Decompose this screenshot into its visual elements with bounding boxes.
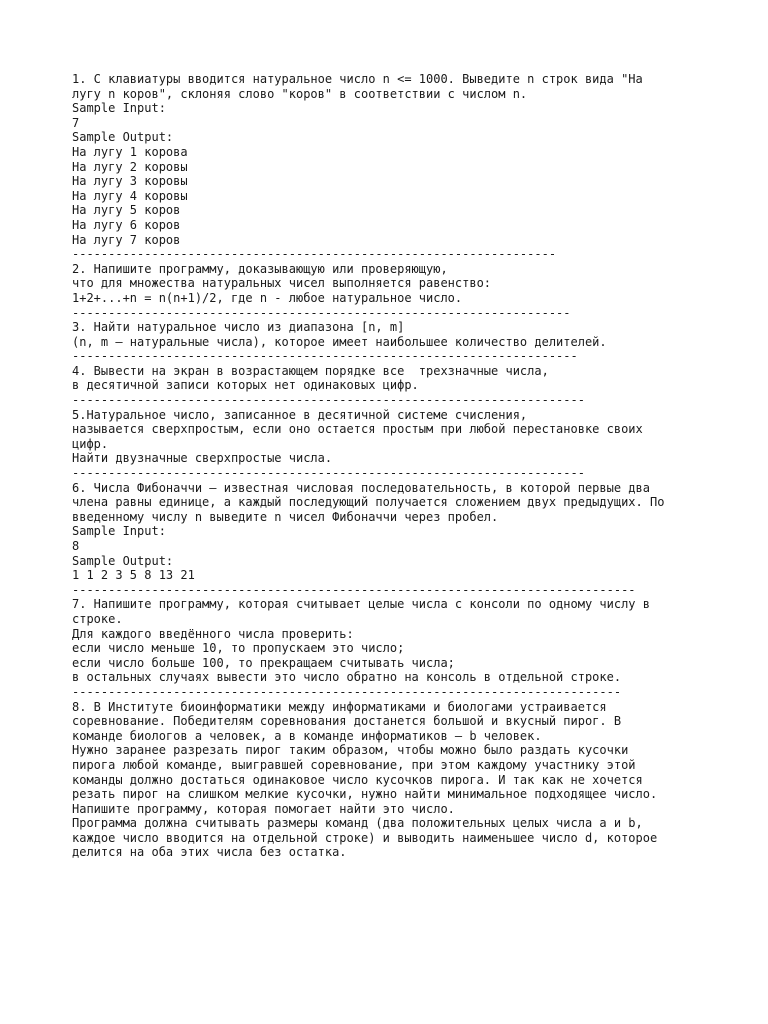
text-line: 4. Вывести на экран в возрастающем порядке все трехзначные числа, [72,363,549,378]
text-line: команды должно достаться одинаковое число кусочков пирога. И так как не хочется [72,772,643,787]
text-line: цифр. [72,436,109,451]
text-line: На лугу 3 коровы [72,174,188,189]
text-line: На лугу 2 коровы [72,159,188,174]
text-line: 1+2+...+n = n(n+1)/2, где n - любое натуральное число. [72,290,463,305]
separator-line: ----------------------------------------------------------------------- [72,466,585,481]
text-line: Нужно заранее разрезать пирог таким образом, чтобы можно было раздать кусочки [72,743,629,758]
text-line: соревнование. Победителям соревнования достанется большой и вкусный пирог. В [72,714,622,729]
text-line: если число меньше 10, то пропускаем это число; [72,641,405,656]
text-line: делится на оба этих числа без остатка. [72,845,347,860]
separator-line: ---------------------------------------------------------------------------- [72,684,622,699]
text-line: 8. В Институте биоинформатики между информатиками и биологами устраивается [72,699,607,714]
text-line: строке. [72,611,123,626]
text-line: Sample Input: [72,101,166,116]
text-line: (n, m – натуральные числа), которое имеет наибольшее количество делителей. [72,334,607,349]
text-line: каждое число вводится на отдельной строке) и выводить наименьшее число d, которое [72,830,658,845]
text-line: если число больше 100, то прекращаем считывать числа; [72,655,455,670]
text-line: в остальных случаях вывести это число обратно на консоль в отдельной строке. [72,670,622,685]
text-line: 1 1 2 3 5 8 13 21 [72,568,195,583]
text-line: Sample Output: [72,553,174,568]
text-line: 2. Напишите программу, доказывающую или проверяющую, [72,261,448,276]
text-line: лугу n коров", склоняя слово "коров" в соответствии с числом n. [72,86,528,101]
text-line: 7. Напишите программу, которая считывает целые числа с консоли по одному числу в [72,597,650,612]
text-line: члена равны единице, а каждый последующий получается сложением двух предыдущих. По [72,495,665,510]
text-line: в десятичной записи которых нет одинаковых цифр. [72,378,419,393]
text-line: На лугу 7 коров [72,232,181,247]
text-line: 7 [72,115,80,130]
text-line: Программа должна считывать размеры команд (два положительных целых числа a и b, [72,816,643,831]
text-line: 6. Числа Фибоначчи – известная числовая последовательность, в которой первые два [72,480,650,495]
text-line: На лугу 6 коров [72,217,181,232]
text-line: Для каждого введённого числа проверить: [72,626,354,641]
text-line: Найти двузначные сверхпростые числа. [72,451,333,466]
text-line: На лугу 4 коровы [72,188,188,203]
text-line: 3. Найти натуральное число из диапазона [n, m] [72,320,405,335]
text-line: 5.Натуральное число, записанное в десятичной системе счисления, [72,407,528,422]
document-body [72,72,692,860]
text-line: команде биологов a человек, а в команде информатиков — b человек. [72,728,542,743]
separator-line: --------------------------------------------------------------------- [72,305,571,320]
separator-line: ------------------------------------------------------------------------------ [72,582,636,597]
text-line: что для множества натуральных чисел выполняется равенство: [72,276,492,291]
separator-line: ----------------------------------------------------------------------- [72,393,585,408]
text-line: резать пирог на слишком мелкие кусочки, нужно найти минимальное подходящее число. [72,787,658,802]
text-line: называется сверхпростым, если оно остается простым при любой перестановке своих [72,422,643,437]
text-line: пирога любой команде, выигравшей соревнование, при этом каждому участнику этой [72,757,636,772]
separator-line: ------------------------------------------------------------------- [72,247,557,262]
separator-line: ---------------------------------------------------------------------- [72,349,578,364]
text-line: введенному числу n выведите n чисел Фибоначчи через пробел. [72,509,499,524]
text-line: На лугу 1 корова [72,144,188,159]
text-line: 1. С клавиатуры вводится натуральное число n <= 1000. Выведите n строк вида "На [72,72,643,86]
text-line: На лугу 5 коров [72,203,181,218]
text-line: 8 [72,539,80,553]
text-line: Sample Output: [72,130,174,145]
text-line: Напишите программу, которая помогает найти это число. [72,801,455,816]
text-line: Sample Input: [72,524,166,539]
